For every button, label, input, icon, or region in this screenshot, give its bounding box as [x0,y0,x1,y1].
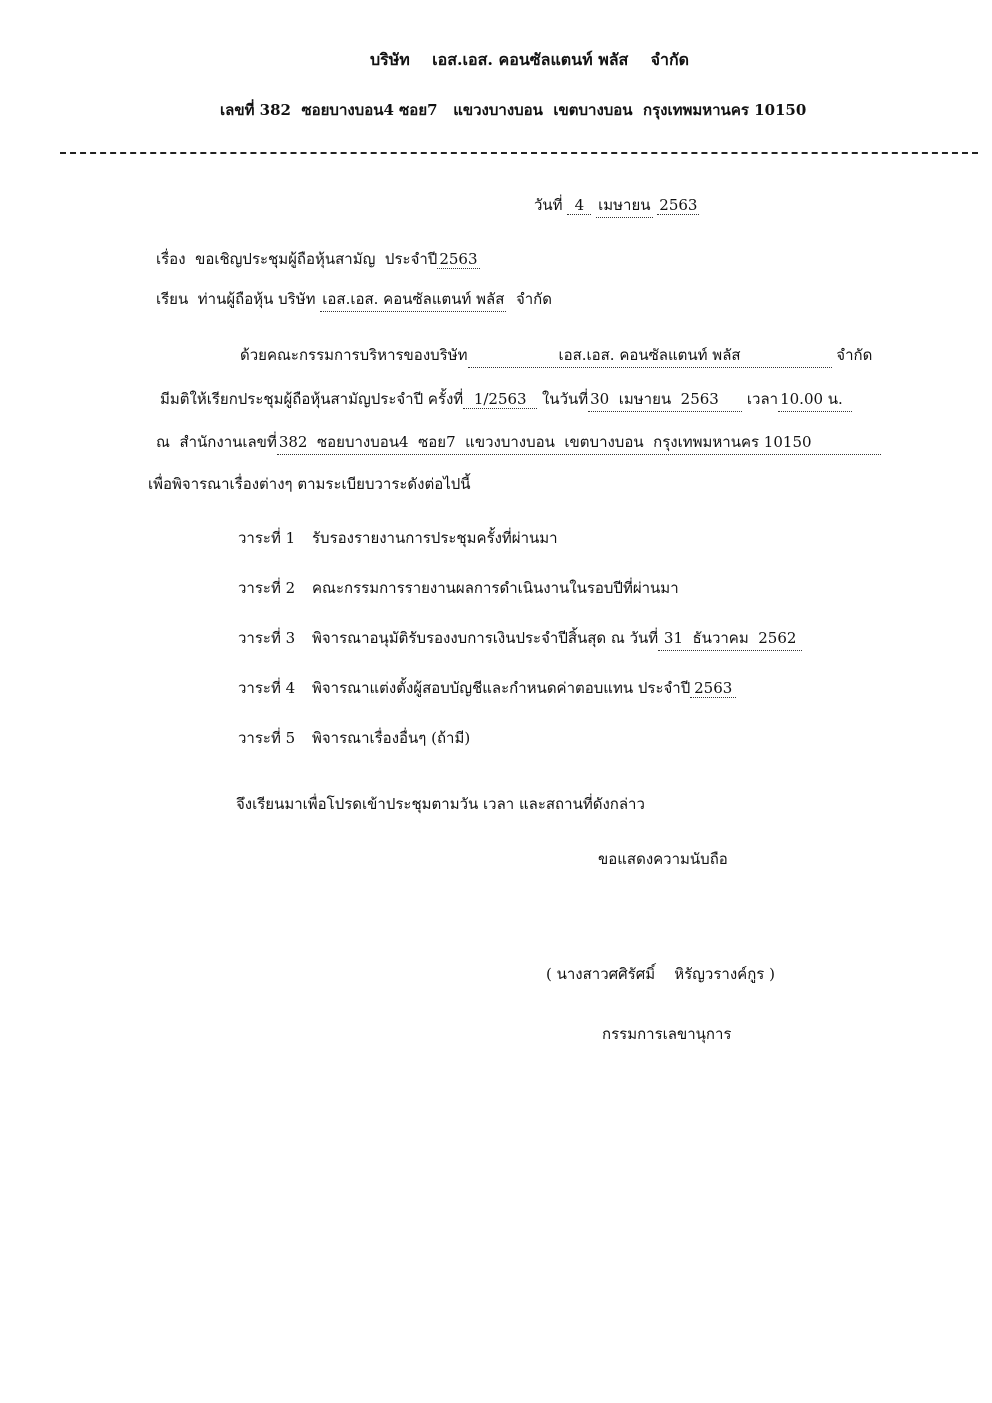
agenda-item [238,676,736,700]
meeting-time-label: เวลา [746,390,779,408]
meeting-date: 30 เมษายน 2563 [588,387,742,412]
signer-title: กรรมการเลขานุการ [602,1025,732,1043]
agenda-text: คณะกรรมการรายงานผลการดำเนินงานในรอบปีที่ผ่านมา [312,579,679,597]
agenda-item [238,726,470,750]
agenda-text: พิจารณาแต่งตั้งผู้สอบบัญชีและกำหนดค่าตอบแทน ประจำปี [312,679,691,697]
body-line-3 [156,430,881,455]
meeting-time: 10.00 น. [778,387,852,412]
date-year: 2563 [659,196,698,214]
subject-label: เรื่อง [156,250,186,268]
body-line1-suffix: จำกัด [836,346,873,364]
date-day: 4 [567,196,591,215]
subject-line [156,247,480,271]
agenda-fill: 2563 [690,679,736,698]
company-label: บริษัท [370,50,410,69]
meeting-date-label: ในวันที่ [541,390,589,408]
signer-name: ( นางสาวศศิรัศมิ์ หิรัญวรางค์กูร ) [546,965,775,983]
body-line-1 [240,343,872,368]
meeting-number: 1/2563 [463,390,537,409]
closing-regards: ขอแสดงความนับถือ [598,850,728,868]
body-line-2 [160,387,852,412]
letter-date [534,193,699,218]
recipient-line [156,287,552,312]
closing-request: จึงเรียนมาเพื่อโปรดเข้าประชุมตามวัน เวลา และสถานที่ดังกล่าว [236,795,645,813]
agenda-item [238,526,558,550]
body-line1-company: เอส.เอส. คอนซัลแตนท์ พลัส [468,343,832,368]
agenda-label: วาระที่ 4 [238,679,296,697]
body-line-4: เพื่อพิจารณาเรื่องต่างๆ ตามระเบียบวาระดังต่อไปนี้ [148,475,471,493]
subject-text: ขอเชิญประชุมผู้ถือหุ้นสามัญ ประจำปี [195,250,438,268]
header-divider [60,152,978,154]
body-line3-prefix: ณ สำนักงานเลขที่ [156,433,277,451]
recipient-suffix: จำกัด [515,290,552,308]
agenda-item [238,576,679,600]
recipient-label: เรียน [156,290,189,308]
company-header [370,48,689,73]
agenda-text: พิจารณาเรื่องอื่นๆ (ถ้ามี) [312,729,471,747]
body-line1-prefix: ด้วยคณะกรรมการบริหารของบริษัท [240,346,468,364]
agenda-label: วาระที่ 3 [238,629,296,647]
agenda-label: วาระที่ 2 [238,579,296,597]
date-label: วันที่ [534,196,563,214]
agenda-text: พิจารณาอนุมัติรับรองงบการเงินประจำปีสิ้นสุด ณ วันที่ [312,629,659,647]
date-month: เมษายน [596,193,652,218]
company-suffix: จำกัด [650,50,690,69]
recipient-company: เอส.เอส. คอนซัลแตนท์ พลัส [320,287,506,312]
meeting-place: 382 ซอยบางบอน4 ซอย7 แขวงบางบอน เขตบางบอน กรุงเทพมหานคร 10150 [277,430,881,455]
body-line2-prefix: มีมติให้เรียกประชุมผู้ถือหุ้นสามัญประจำปี ครั้งที่ [160,390,464,408]
company-address: เลขที่ 382 ซอยบางบอน4 ซอย7 แขวงบางบอน เขตบางบอน กรุงเทพมหานคร 10150 [220,101,807,119]
agenda-label: วาระที่ 1 [238,529,296,547]
agenda-text: รับรองรายงานการประชุมครั้งที่ผ่านมา [312,529,558,547]
agenda-fill: 31 ธันวาคม 2562 [658,626,802,651]
company-name: เอส.เอส. คอนซัลแตนท์ พลัส [432,50,629,69]
agenda-label: วาระที่ 5 [238,729,296,747]
agenda-item [238,626,802,651]
subject-year: 2563 [439,250,478,268]
recipient-text: ท่านผู้ถือหุ้น บริษัท [197,290,316,308]
